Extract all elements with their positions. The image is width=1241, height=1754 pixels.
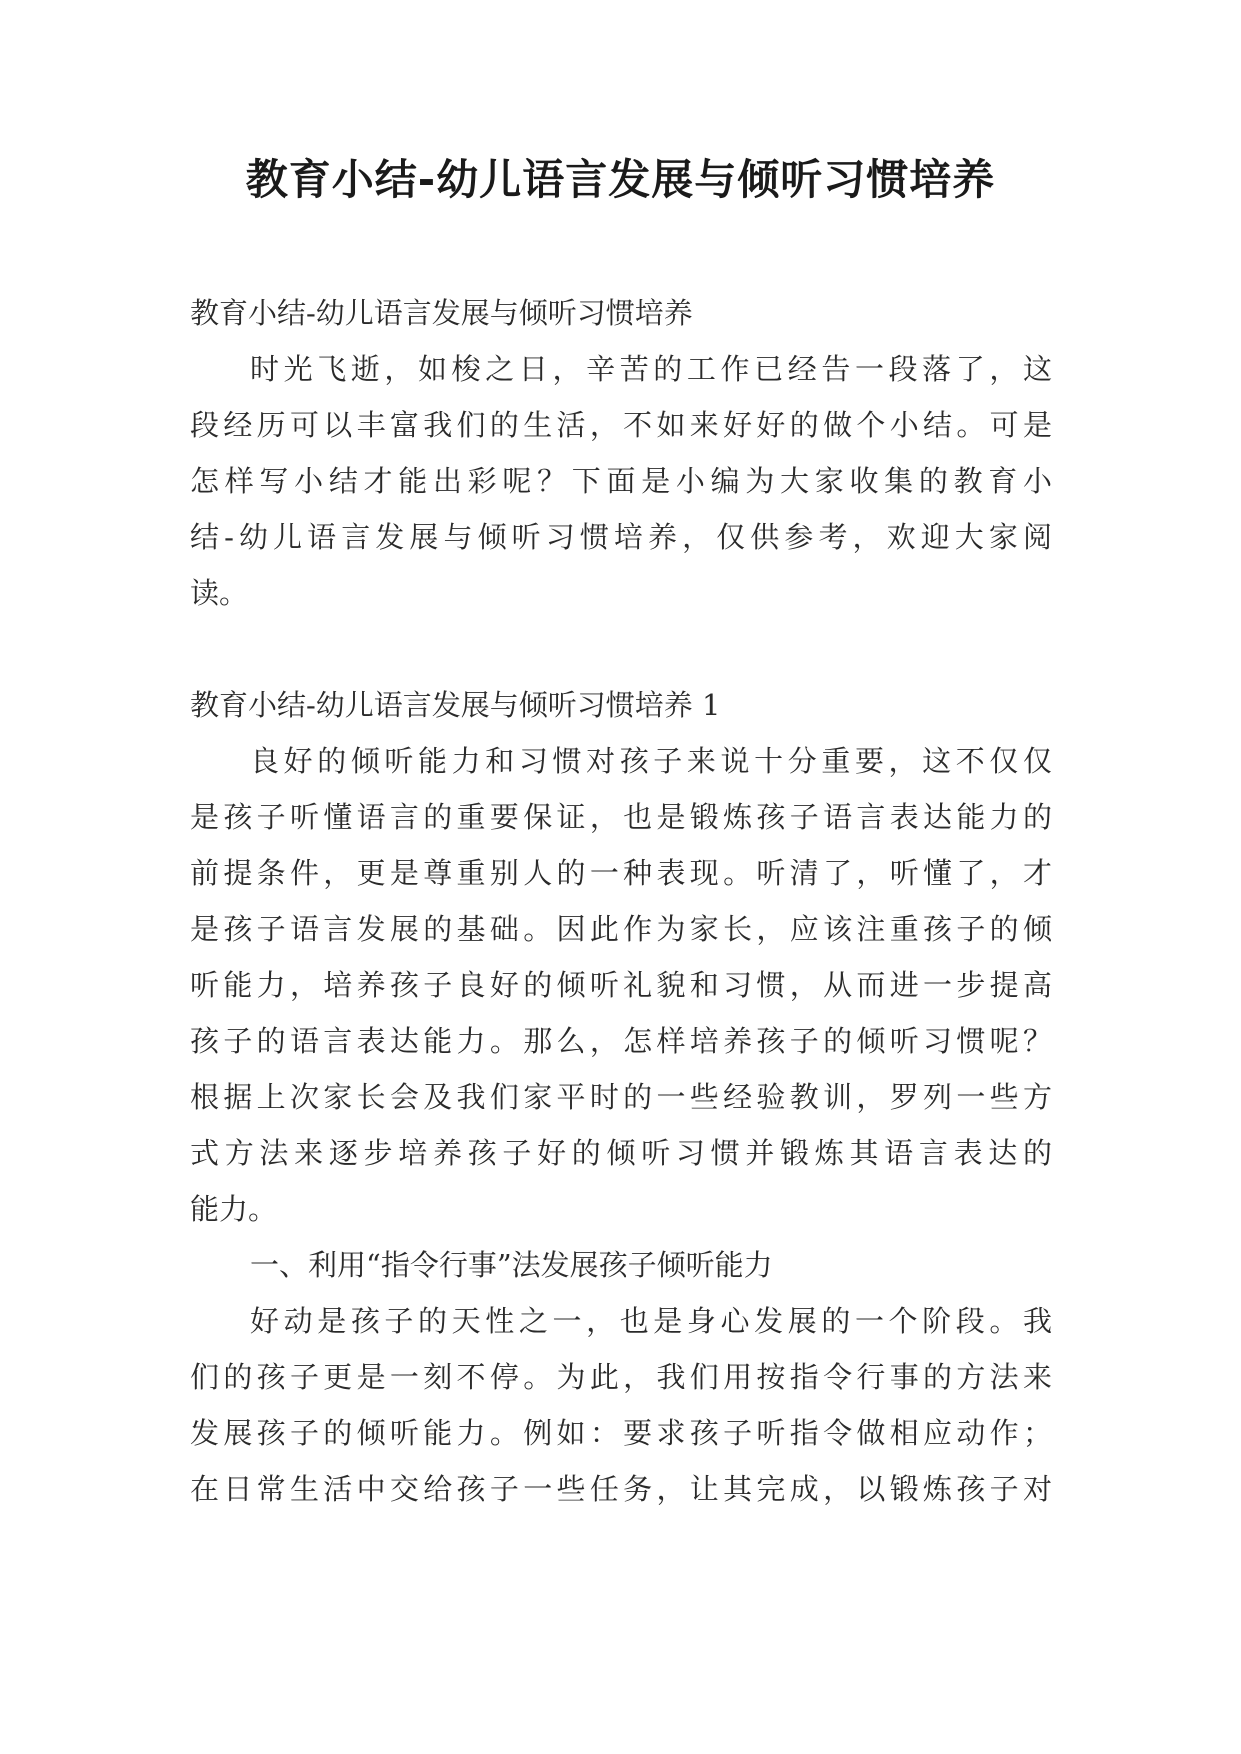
paragraph-line: 孩子的语言表达能力。那么，怎样培养孩子的倾听习惯呢？ xyxy=(190,1024,1052,1058)
paragraph-line: 好动是孩子的天性之一，也是身心发展的一个阶段。我 xyxy=(250,1304,1052,1338)
paragraph-line: 能力。 xyxy=(190,1192,278,1226)
paragraph-line: 结-幼儿语言发展与倾听习惯培养，仅供参考，欢迎大家阅 xyxy=(190,520,1052,554)
paragraph-line: 是孩子语言发展的基础。因此作为家长，应该注重孩子的倾 xyxy=(190,912,1052,946)
subheading: 一、利用“指令行事”法发展孩子倾听能力 xyxy=(250,1248,773,1282)
paragraph-line: 们的孩子更是一刻不停。为此，我们用按指令行事的方法来 xyxy=(190,1360,1052,1394)
paragraph-line: 在日常生活中交给孩子一些任务，让其完成，以锻炼孩子对 xyxy=(190,1472,1052,1506)
paragraph-gap xyxy=(190,621,1052,677)
paragraph-line: 前提条件，更是尊重别人的一种表现。听清了，听懂了，才 xyxy=(190,856,1052,890)
section-heading: 教育小结-幼儿语言发展与倾听习惯培养 1 xyxy=(190,688,721,722)
document-body xyxy=(190,285,1052,1517)
document-title: 教育小结-幼儿语言发展与倾听习惯培养 xyxy=(245,155,996,204)
paragraph-line: 段经历可以丰富我们的生活，不如来好好的做个小结。可是 xyxy=(190,408,1052,442)
paragraph-line: 时光飞逝，如梭之日，辛苦的工作已经告一段落了，这 xyxy=(250,352,1052,386)
paragraph-line: 听能力，培养孩子良好的倾听礼貌和习惯，从而进一步提高 xyxy=(190,968,1052,1002)
paragraph-line: 良好的倾听能力和习惯对孩子来说十分重要，这不仅仅 xyxy=(250,744,1052,778)
paragraph-line: 式方法来逐步培养孩子好的倾听习惯并锻炼其语言表达的 xyxy=(190,1136,1052,1170)
subtitle-line: 教育小结-幼儿语言发展与倾听习惯培养 xyxy=(190,296,693,330)
paragraph-line: 根据上次家长会及我们家平时的一些经验教训，罗列一些方 xyxy=(190,1080,1052,1114)
paragraph-line: 是孩子听懂语言的重要保证，也是锻炼孩子语言表达能力的 xyxy=(190,800,1052,834)
paragraph-line: 发展孩子的倾听能力。例如：要求孩子听指令做相应动作； xyxy=(190,1416,1052,1450)
paragraph-line: 读。 xyxy=(190,576,249,610)
paragraph-line: 怎样写小结才能出彩呢？下面是小编为大家收集的教育小 xyxy=(190,464,1052,498)
